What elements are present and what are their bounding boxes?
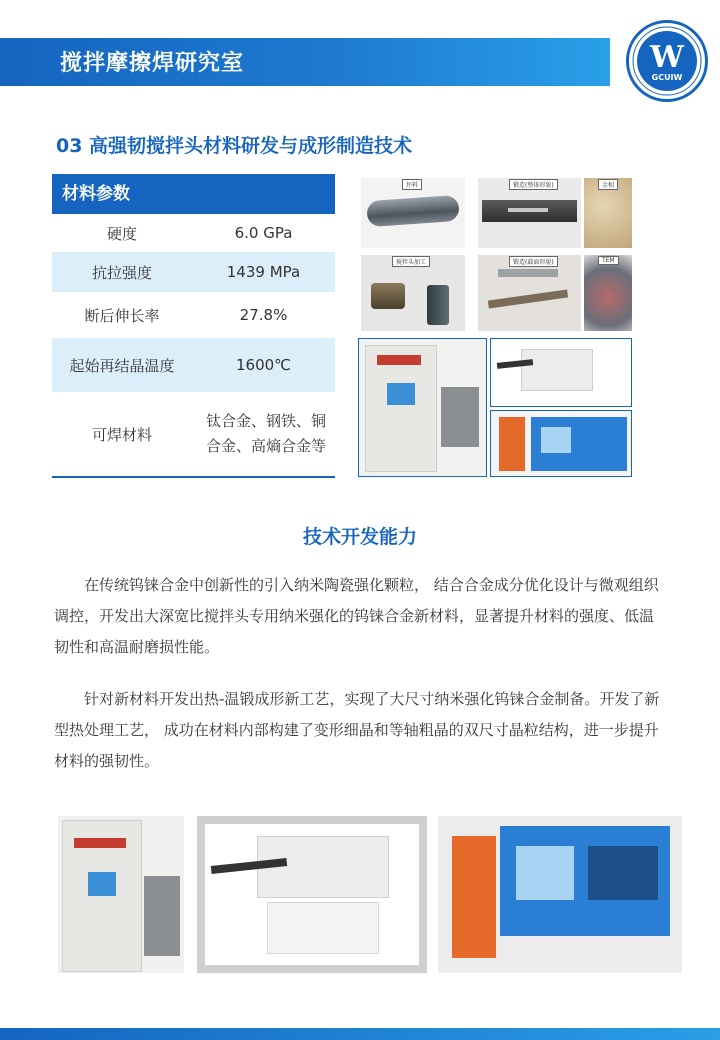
header-banner — [0, 38, 610, 86]
logo-badge — [637, 31, 697, 91]
bottom-furnace-photo — [58, 816, 184, 973]
press-machine-photo — [490, 410, 632, 477]
table-heading: 材料参数 — [52, 174, 335, 214]
capability-paragraph-2: 针对新材料开发出热-温锻成形新工艺，实现了大尺寸纳米强化钨铼合金制备。开发了新型热处理工艺， 成功在材料内部构建了变形细晶和等轴粗晶的双尺寸晶粒结构，进一步提升材料的强韧性。 — [54, 690, 660, 770]
furnace-photo — [358, 338, 487, 477]
glovebox-photo — [490, 338, 632, 407]
tool-machining-label: 搅拌头加工 — [392, 256, 430, 267]
table-row — [52, 252, 335, 292]
table-row — [52, 338, 335, 392]
param-label: 起始再结晶温度 — [69, 356, 175, 375]
blank-label: 坯料 — [402, 179, 422, 190]
tem-label: TEM — [598, 256, 619, 265]
section-title: 03 高强韧搅拌头材料研发与成形制造技术 — [56, 135, 413, 157]
footer-bar — [0, 1028, 720, 1040]
page-title: 搅拌摩擦焊研究室 — [60, 51, 245, 76]
bottom-glovebox-photo — [197, 816, 427, 973]
logo-w-icon: W — [650, 40, 684, 75]
table-bottom-rule — [52, 476, 335, 478]
param-label: 抗拉强度 — [91, 263, 152, 282]
logo-abbreviation: GCUIW — [651, 73, 683, 82]
capability-paragraph-1: 在传统钨铼合金中创新性的引入纳米陶瓷强化颗粒， 结合合金成分优化设计与微观组织调控，开发出大深宽比搅拌头专用纳米强化的钨铼合金新材料，显著提升材料的强度、低温韧性和高温耐磨损性能。 — [54, 576, 659, 656]
institute-logo — [626, 20, 708, 102]
param-value: 1439 MPa — [226, 263, 301, 281]
param-label: 可焊材料 — [91, 425, 152, 444]
table-row — [52, 292, 335, 338]
forging-whole-label: 锻造(整体形貌) — [509, 179, 558, 190]
param-label: 断后伸长率 — [84, 306, 160, 325]
param-label: 硬度 — [106, 224, 137, 243]
bottom-press-photo — [438, 816, 682, 973]
table-row — [52, 214, 335, 252]
capability-heading: 技术开发能力 — [302, 526, 417, 548]
param-value: 6.0 GPa — [234, 224, 293, 242]
param-value: 1600℃ — [235, 356, 292, 374]
material-parameter-table — [52, 174, 335, 478]
param-value: 27.8% — [239, 306, 288, 324]
forging-section-label: 锻造(截面形貌) — [509, 256, 558, 267]
table-row — [52, 392, 335, 476]
metallograph-label: 金相 — [598, 179, 618, 190]
param-value: 钛合金、钢铁、铜合金、高熵合金等 — [206, 412, 327, 455]
tem-photo — [584, 255, 632, 331]
